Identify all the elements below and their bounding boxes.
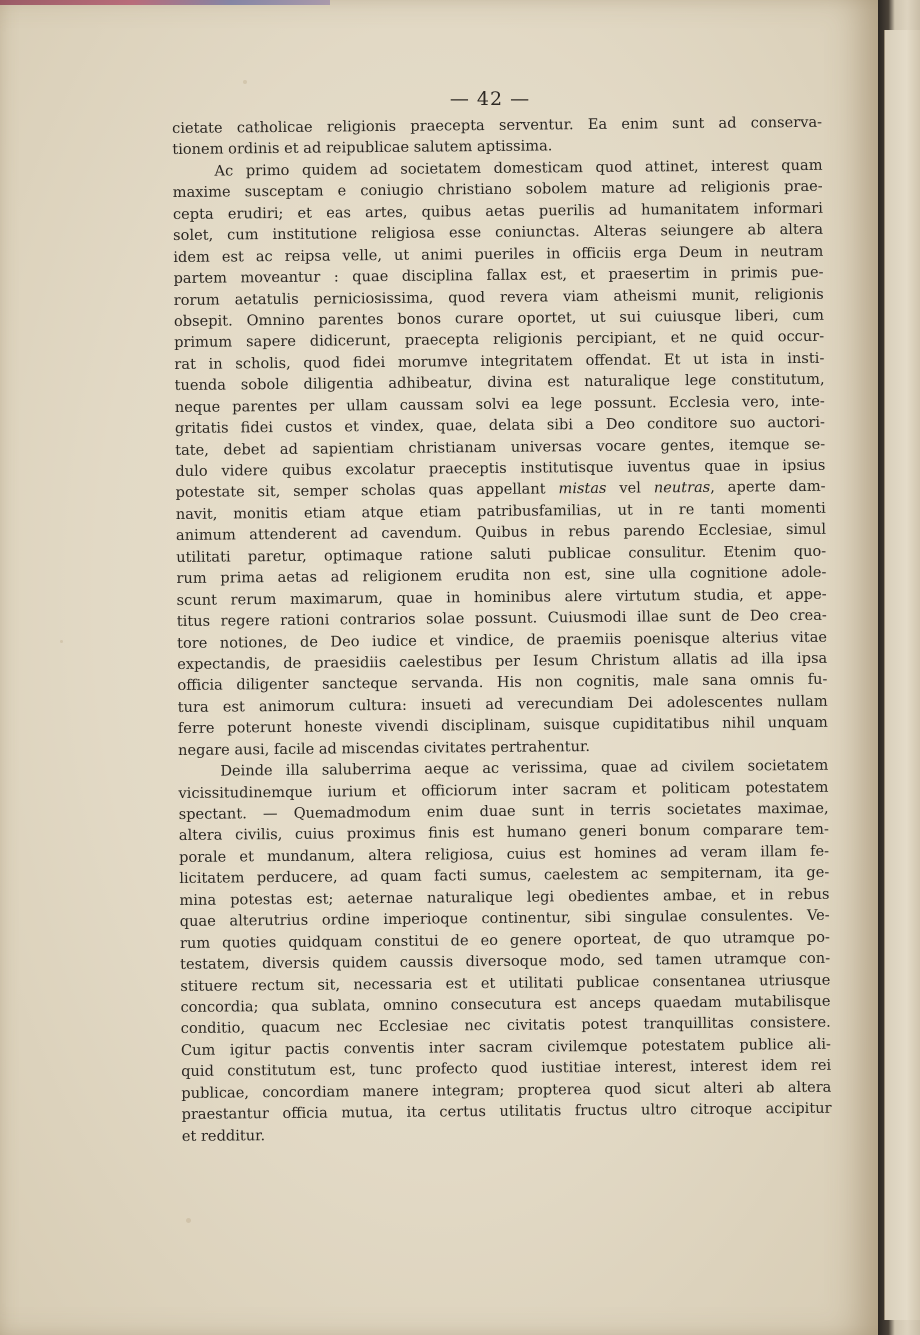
text-line: utilitati paretur, optimaque ratione saluti publicae consulitur. Etenim quo- <box>176 542 827 566</box>
text-line: tionem ordinis et ad reipublicae salutem aptissima. <box>172 137 553 159</box>
text-line: expectandis, de praesidiis caelestibus per Iesum Christum allatis ad illa ipsa <box>177 649 828 673</box>
text-line: concordia; qua sublata, omnino consecutura est anceps quaedam mutabilisque <box>180 992 831 1016</box>
paper-spot <box>243 80 247 84</box>
text-line: cepta erudiri; et eas artes, quibus aetas puerilis ad humanitatem informari <box>172 199 823 223</box>
binding-stripe <box>0 0 330 5</box>
text-line: tuenda sobole diligentia adhibeatur, divina est naturalique lege constitutum, <box>174 370 825 395</box>
body-text <box>172 112 832 1147</box>
text-line: rum quoties quidquam constitui de eo genere oporteat, de quo utramque po- <box>179 928 830 952</box>
text-line: conditio, quacum nec Ecclesiae nec civitatis potest tranquillitas consistere. <box>180 1014 831 1038</box>
text-line: neque parentes per ullam caussam solvi ea lege possunt. Ecclesia vero, inte- <box>174 392 825 416</box>
adjacent-page-edge <box>878 0 920 1335</box>
text-line: navit, monitis etiam atque etiam patribusfamilias, ut in re tanti momenti <box>175 499 826 523</box>
text-line: Cum igitur pactis conventis inter sacram civilemque potestatem publice ali- <box>180 1035 832 1059</box>
page-number: — 42 — <box>449 88 531 110</box>
text-line: mina potestas est; aeternae naturalique legi obedientes ambae, et in rebus <box>179 885 830 909</box>
text-line: Ac primo quidem ad societatem domesticam quod attinet, interest quam <box>214 156 823 180</box>
text-line: cietate catholicae religionis praecepta serventur. Ea enim sunt ad conserva- <box>172 113 823 137</box>
text-line: rum prima aetas ad religionem erudita non est, sine ulla cognitione adole- <box>176 563 827 588</box>
text-line: gritatis fidei custos et vindex, quae, delata sibi a Deo conditore suo auctori- <box>174 413 826 438</box>
text-line: primum sapere didicerunt, praecepta religionis percipiant, et ne quid occur- <box>174 328 825 352</box>
paragraph <box>172 112 822 161</box>
text-line: ferre poterunt honeste vivendi disciplinam, suisque cupiditatibus nihil unquam <box>177 713 828 738</box>
text-line: obsepit. Omnino parentes bonos curare oportet, ut sui cuiusque liberi, cum <box>173 306 825 330</box>
text-line: rat in scholis, quod fidei morumve integritatem offendat. Et ut ista in insti- <box>174 349 825 373</box>
text-line: publicae, concordiam manere integram; propterea quod sicut alteri ab altera <box>181 1078 832 1102</box>
italic-word: mistas <box>558 480 607 498</box>
text-line: vicissitudinemque iurium et officiorum inter sacram et politicam potestatem <box>178 778 829 802</box>
text-line: et redditur. <box>181 1126 266 1145</box>
text-line: quae alterutrius ordine imperioque continentur, sibi singulae consulentes. Ve- <box>179 906 830 931</box>
text-line: altera civilis, cuius proximus finis est humano generi bonum comparare tem- <box>178 821 829 845</box>
text-line: stituere rectum sit, necessaria est et utilitati publicae consentanea utriusque <box>180 971 831 995</box>
next-page-sliver <box>884 30 920 1320</box>
text-line: negare ausi, facile ad miscendas civitates pertrahentur. <box>177 737 591 759</box>
text-line: officia diligenter sancteque servanda. His non cognitis, male sana omnis fu- <box>177 671 828 695</box>
text-line: Deinde illa saluberrima aeque ac verissima, quae ad civilem societatem <box>220 756 829 780</box>
paragraph <box>178 755 832 1147</box>
paper-spot <box>186 1218 191 1223</box>
text-line: licitatem perducere, ad quam facti sumus, caelestem ac sempiternam, ita ge- <box>179 864 830 888</box>
text-line: titus regere rationi contrarios solae possunt. Cuiusmodi illae sunt de Deo crea- <box>176 606 827 631</box>
text-line: scunt rerum maximarum, quae in hominibus alere virtutum studia, et appe- <box>176 585 827 609</box>
text-line: porale et mundanum, altera religiosa, cuius est homines ad veram illam fe- <box>179 842 830 866</box>
text-line: praestantur officia mutua, ita certus utilitatis fructus ultro citroque accipitur <box>181 1099 832 1124</box>
text-line: spectant. — Quemadmodum enim duae sunt in terris societates maximae, <box>178 799 829 823</box>
text-line: tate, debet ad sapientiam christianam universas vocare gentes, itemque se- <box>175 435 826 459</box>
italic-word: neutras <box>653 479 711 497</box>
text-line: tore notiones, de Deo iudice et vindice, de praemiis poenisque alterius vitae <box>176 628 828 652</box>
text-line: testatem, diversis quidem caussis diversoque modo, sed tamen utramque con- <box>180 949 831 974</box>
text-line: maxime susceptam e coniugio christiano sobolem mature ad religionis prae- <box>172 178 823 202</box>
text-line: dulo videre quibus excolatur praeceptis institutisque iuventus quae in ipsius <box>175 456 826 480</box>
text-line: solet, cum institutione religiosa esse coniunctas. Alteras seiungere ab altera <box>173 220 824 245</box>
text-line: quid constitutum est, tunc profecto quod iustitiae interest, interest idem rei <box>181 1056 832 1081</box>
text-line: tura est animorum cultura: insueti ad verecundiam Dei adolescentes nullam <box>177 692 828 716</box>
text-line: potestate sit, semper scholas quas appellant mistas vel neutras, aperte dam- <box>175 478 826 502</box>
text-line: rorum aetatulis perniciosissima, quod revera viam atheismi munit, religionis <box>173 285 824 309</box>
paragraph <box>172 155 828 761</box>
text-line: partem moveantur : quae disciplina fallax est, et praesertim in primis pue- <box>173 263 824 288</box>
paper-spot <box>60 640 63 643</box>
text-line: animum attenderent ad cavendum. Quibus in rebus parendo Ecclesiae, simul <box>175 521 827 545</box>
text-line: idem est ac reipsa velle, ut animi pueriles in officiis erga Deum in neutram <box>173 242 824 266</box>
